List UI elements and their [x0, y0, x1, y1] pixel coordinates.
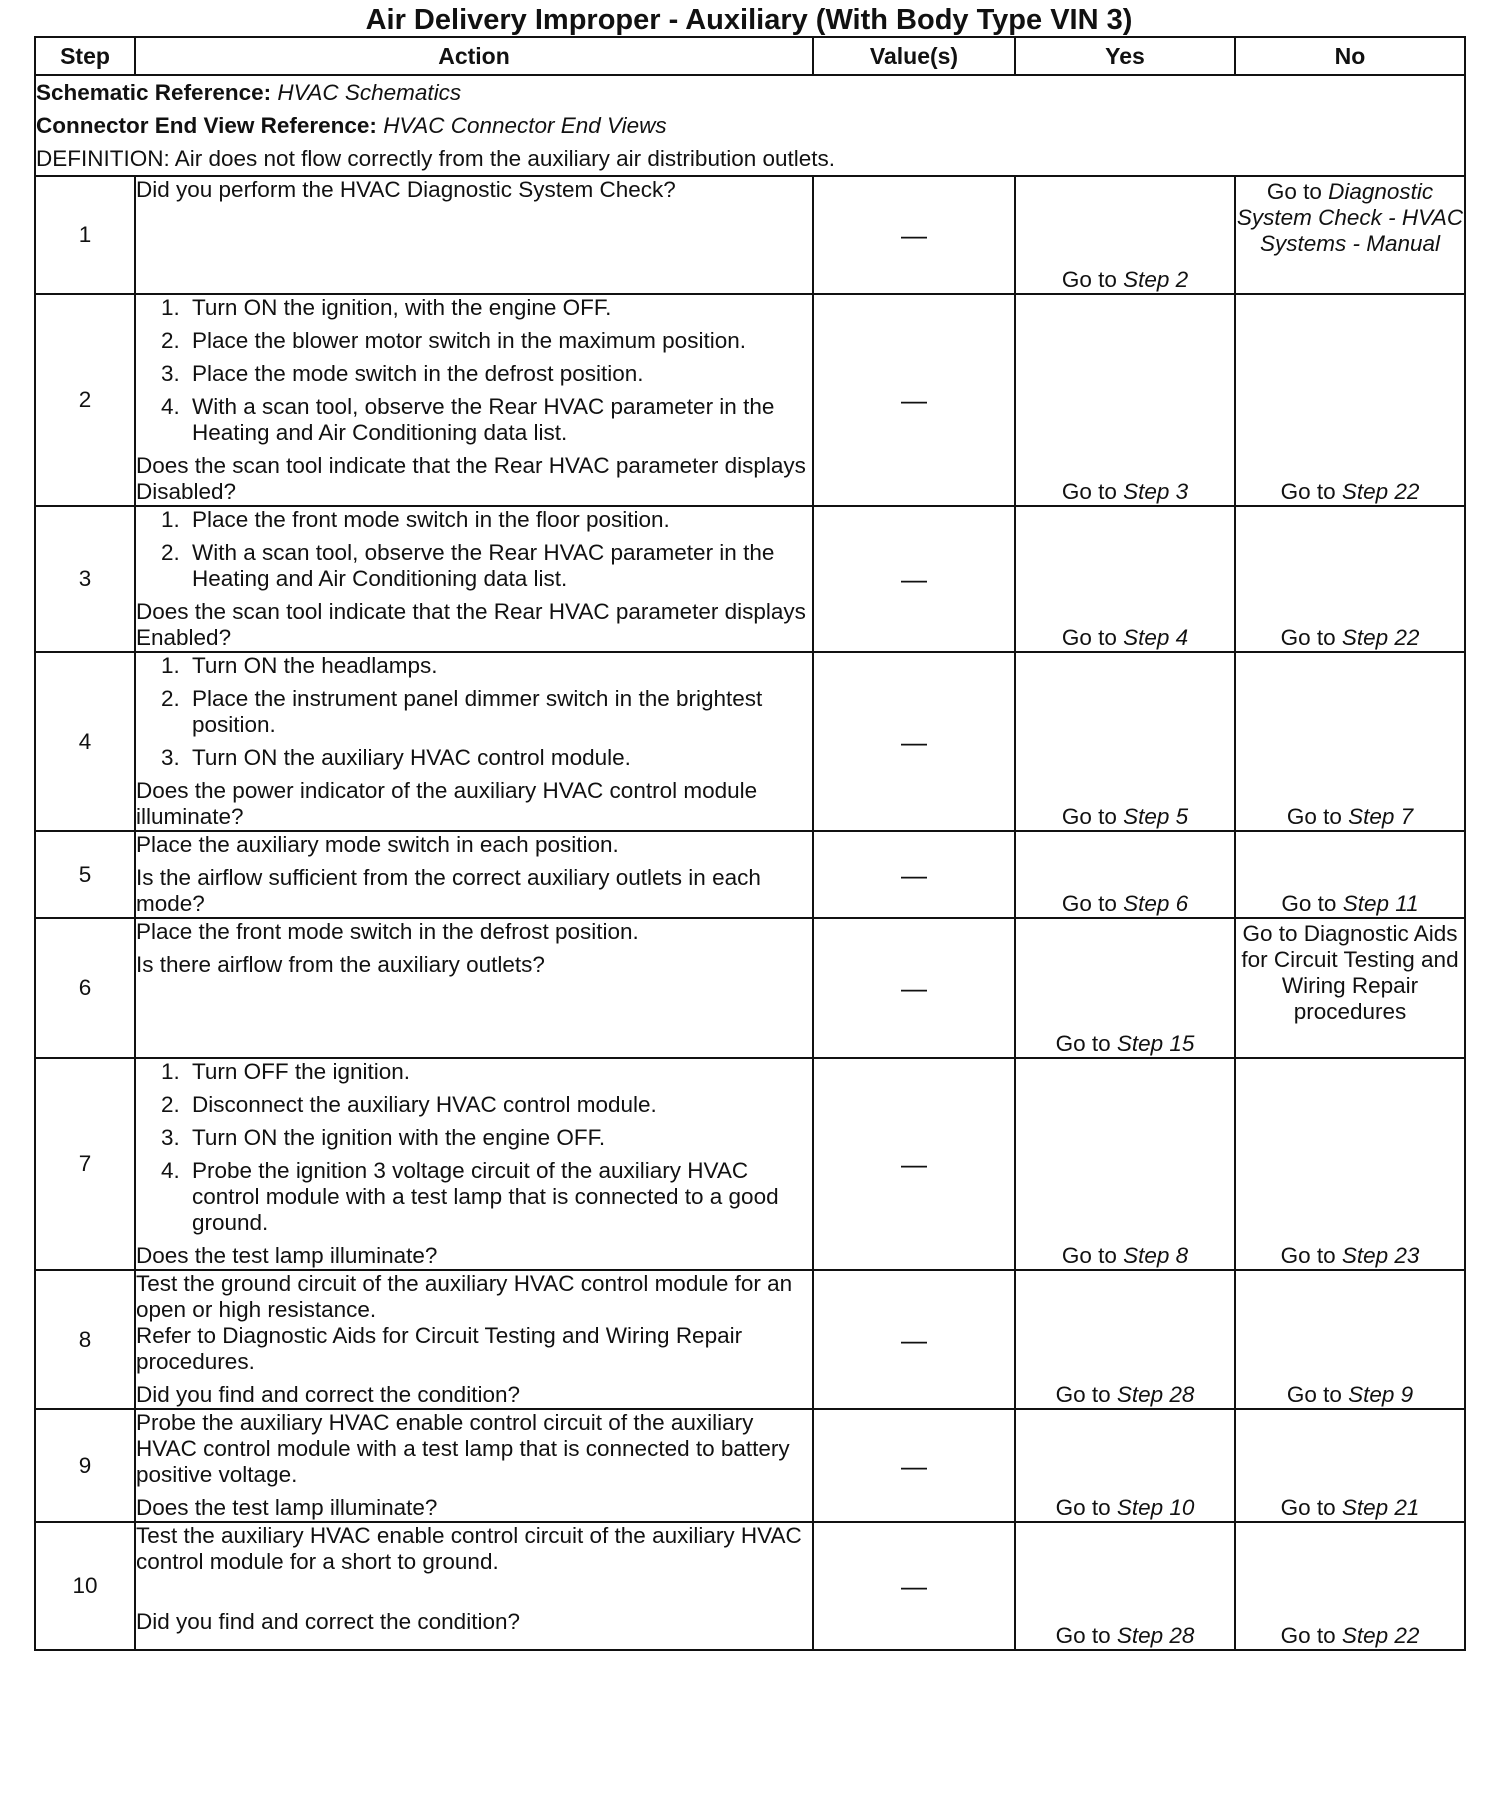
no-cell[interactable]: [1235, 652, 1465, 831]
instruction-refer: Refer to Diagnostic Aids for Circuit Testing and Wiring Repair procedures.: [136, 1323, 743, 1374]
table-row: [35, 1270, 1465, 1409]
no-step-link[interactable]: Step 21: [1341, 1495, 1420, 1520]
table-row: [35, 176, 1465, 294]
list-item: 2. With a scan tool, observe the Rear HVAC parameter in the Heating and Air Conditioning data list.: [186, 540, 812, 592]
go-to-text: Go to: [1061, 625, 1117, 650]
yes-step-link[interactable]: Step 6: [1123, 891, 1189, 916]
question: Did you find and correct the condition?: [136, 1609, 520, 1634]
header-yes: Yes: [1015, 37, 1235, 75]
value-dash: —: [813, 918, 1015, 1058]
yes-step-link[interactable]: Step 28: [1116, 1382, 1195, 1407]
list-item: 3. Place the mode switch in the defrost position.: [186, 361, 812, 387]
go-to-text: Go to: [1055, 1495, 1111, 1520]
value-dash: —: [813, 1522, 1015, 1650]
step-number: 1: [35, 176, 135, 294]
go-to-text: Go to: [1061, 1243, 1117, 1268]
table-row: [35, 1058, 1465, 1270]
list-item: 2. Place the instrument panel dimmer switch in the brightest position.: [186, 686, 812, 738]
go-to-text: Go to: [1055, 1031, 1111, 1056]
instruction: Probe the auxiliary HVAC enable control circuit of the auxiliary HVAC control module with a test lamp that is connected to battery positive voltage.: [136, 1410, 790, 1487]
go-to-text: Go to: [1061, 891, 1117, 916]
table-row: [35, 1409, 1465, 1522]
action-cell: [135, 1409, 813, 1522]
table-row: [35, 918, 1465, 1058]
no-step-link[interactable]: Step 22: [1341, 479, 1420, 504]
connector-label: Connector End View Reference:: [36, 113, 377, 138]
table-row: [35, 506, 1465, 652]
info-cell: [35, 75, 1465, 176]
no-link[interactable]: Diagnostic System Check - HVAC Systems - Manual: [1236, 179, 1464, 256]
table-row: [35, 1522, 1465, 1650]
yes-step-link[interactable]: Step 8: [1123, 1243, 1189, 1268]
yes-cell[interactable]: [1015, 506, 1235, 652]
list-item: 1. Turn OFF the ignition.: [186, 1059, 812, 1085]
list-item: 1. Turn ON the ignition, with the engine OFF.: [186, 295, 812, 321]
no-cell[interactable]: [1235, 176, 1465, 294]
action-list: [136, 295, 812, 446]
list-item: 3. Turn ON the ignition with the engine OFF.: [186, 1125, 812, 1151]
schematic-label: Schematic Reference:: [36, 80, 272, 105]
list-item: 1. Turn ON the headlamps.: [186, 653, 812, 679]
go-to-text: Go to: [1280, 1243, 1336, 1268]
action-cell: [135, 176, 813, 294]
no-cell[interactable]: [1235, 831, 1465, 918]
definition: DEFINITION: Air does not flow correctly from the auxiliary air distribution outlets.: [36, 146, 836, 171]
spacer: [136, 1575, 812, 1609]
value-dash: —: [813, 1058, 1015, 1270]
no-step-link[interactable]: Step 23: [1341, 1243, 1420, 1268]
go-to-text: Go to: [1061, 804, 1117, 829]
action-cell: [135, 918, 813, 1058]
action-list: [136, 653, 812, 771]
table-row: [35, 652, 1465, 831]
question: Does the power indicator of the auxiliary HVAC control module illuminate?: [136, 778, 758, 829]
list-item: 3. Turn ON the auxiliary HVAC control module.: [186, 745, 812, 771]
instruction: Place the auxiliary mode switch in each position.: [136, 832, 619, 857]
yes-step-link[interactable]: Step 15: [1116, 1031, 1195, 1056]
table-row: [35, 294, 1465, 506]
value-dash: —: [813, 831, 1015, 918]
yes-step-link[interactable]: Step 5: [1123, 804, 1189, 829]
yes-cell[interactable]: [1015, 831, 1235, 918]
go-to-text: Go to: [1061, 479, 1117, 504]
yes-cell[interactable]: [1015, 1270, 1235, 1409]
connector-reference: [36, 109, 1464, 142]
go-to-text: Go to: [1281, 891, 1337, 916]
header-values: Value(s): [813, 37, 1015, 75]
step-number: 5: [35, 831, 135, 918]
header-no: No: [1235, 37, 1465, 75]
no-cell[interactable]: [1235, 1409, 1465, 1522]
go-to-text: Go to: [1280, 1623, 1336, 1648]
no-cell[interactable]: [1235, 1522, 1465, 1650]
schematic-link[interactable]: HVAC Schematics: [277, 80, 462, 105]
action-cell: [135, 831, 813, 918]
yes-step-link[interactable]: Step 4: [1123, 625, 1189, 650]
question: Does the scan tool indicate that the Rear HVAC parameter displays Disabled?: [136, 453, 806, 504]
go-to-text: Go to: [1266, 179, 1322, 204]
step-number: 4: [35, 652, 135, 831]
go-to-text: Go to: [1280, 1495, 1336, 1520]
no-step-link[interactable]: Step 22: [1341, 1623, 1420, 1648]
instruction: Test the auxiliary HVAC enable control circuit of the auxiliary HVAC control module for a short to ground.: [136, 1523, 802, 1574]
no-cell[interactable]: [1235, 918, 1465, 1058]
no-cell[interactable]: [1235, 1058, 1465, 1270]
yes-cell[interactable]: [1015, 1058, 1235, 1270]
yes-step-link[interactable]: Step 28: [1116, 1623, 1195, 1648]
no-text[interactable]: Go to Diagnostic Aids for Circuit Testing and Wiring Repair procedures: [1241, 921, 1459, 1024]
action-cell: [135, 294, 813, 506]
step-number: 6: [35, 918, 135, 1058]
yes-step-link[interactable]: Step 3: [1123, 479, 1189, 504]
step-number: 10: [35, 1522, 135, 1650]
question: Did you find and correct the condition?: [136, 1382, 520, 1407]
yes-step-link[interactable]: Step 10: [1116, 1495, 1195, 1520]
no-cell[interactable]: [1235, 294, 1465, 506]
schematic-reference: [36, 76, 1464, 109]
value-dash: —: [813, 506, 1015, 652]
action-list: [136, 1059, 812, 1236]
question: Is there airflow from the auxiliary outlets?: [136, 952, 545, 977]
page-title: Air Delivery Improper - Auxiliary (With Body Type VIN 3): [365, 4, 1133, 36]
no-step-link[interactable]: Step 11: [1342, 891, 1419, 916]
action-cell: [135, 1522, 813, 1650]
step-number: 8: [35, 1270, 135, 1409]
question: Is the airflow sufficient from the correct auxiliary outlets in each mode?: [136, 865, 761, 916]
no-step-link[interactable]: Step 9: [1348, 1382, 1414, 1407]
no-step-link[interactable]: Step 22: [1341, 625, 1420, 650]
question: Does the test lamp illuminate?: [136, 1495, 438, 1520]
yes-cell[interactable]: [1015, 1409, 1235, 1522]
value-dash: —: [813, 1270, 1015, 1409]
no-cell[interactable]: [1235, 1270, 1465, 1409]
step-number: 7: [35, 1058, 135, 1270]
instruction: Place the front mode switch in the defrost position.: [136, 919, 639, 944]
action-cell: [135, 506, 813, 652]
go-to-text: Go to: [1280, 479, 1336, 504]
instruction: Test the ground circuit of the auxiliary HVAC control module for an open or high resistance.: [136, 1271, 793, 1322]
question: Does the test lamp illuminate?: [136, 1243, 438, 1268]
go-to-text: Go to: [1286, 1382, 1342, 1407]
go-to-text: Go to: [1055, 1623, 1111, 1648]
question: Does the scan tool indicate that the Rear HVAC parameter displays Enabled?: [136, 599, 806, 650]
yes-cell[interactable]: [1015, 652, 1235, 831]
list-item: 2. Disconnect the auxiliary HVAC control module.: [186, 1092, 812, 1118]
info-row: [35, 75, 1465, 176]
step-number: 3: [35, 506, 135, 652]
yes-cell[interactable]: [1015, 176, 1235, 294]
value-dash: —: [813, 176, 1015, 294]
yes-cell[interactable]: [1015, 294, 1235, 506]
action-cell: [135, 1058, 813, 1270]
list-item: 1. Place the front mode switch in the floor position.: [186, 507, 812, 533]
header-step: Step: [35, 37, 135, 75]
go-to-text: Go to: [1280, 625, 1336, 650]
header-row: [35, 37, 1465, 75]
value-dash: —: [813, 1409, 1015, 1522]
step-number: 9: [35, 1409, 135, 1522]
no-cell[interactable]: [1235, 506, 1465, 652]
connector-link[interactable]: HVAC Connector End Views: [383, 113, 667, 138]
yes-step-link[interactable]: Step 2: [1123, 267, 1189, 292]
yes-cell[interactable]: [1015, 1522, 1235, 1650]
go-to-text: Go to: [1061, 267, 1117, 292]
action-cell: [135, 652, 813, 831]
list-item: 2. Place the blower motor switch in the maximum position.: [186, 328, 812, 354]
value-dash: —: [813, 652, 1015, 831]
no-step-link[interactable]: Step 7: [1348, 804, 1414, 829]
step-number: 2: [35, 294, 135, 506]
list-item: 4. Probe the ignition 3 voltage circuit of the auxiliary HVAC control module with a test lamp that is connected to a good ground.: [186, 1158, 812, 1236]
action-cell: [135, 1270, 813, 1409]
yes-cell[interactable]: [1015, 918, 1235, 1058]
go-to-text: Go to: [1055, 1382, 1111, 1407]
table-row: [35, 831, 1465, 918]
question: Did you perform the HVAC Diagnostic System Check?: [136, 177, 676, 202]
action-list: [136, 507, 812, 592]
value-dash: —: [813, 294, 1015, 506]
header-action: Action: [135, 37, 813, 75]
diagnostic-table: [34, 36, 1466, 1651]
go-to-text: Go to: [1286, 804, 1342, 829]
list-item: 4. With a scan tool, observe the Rear HVAC parameter in the Heating and Air Conditioning data list.: [186, 394, 812, 446]
